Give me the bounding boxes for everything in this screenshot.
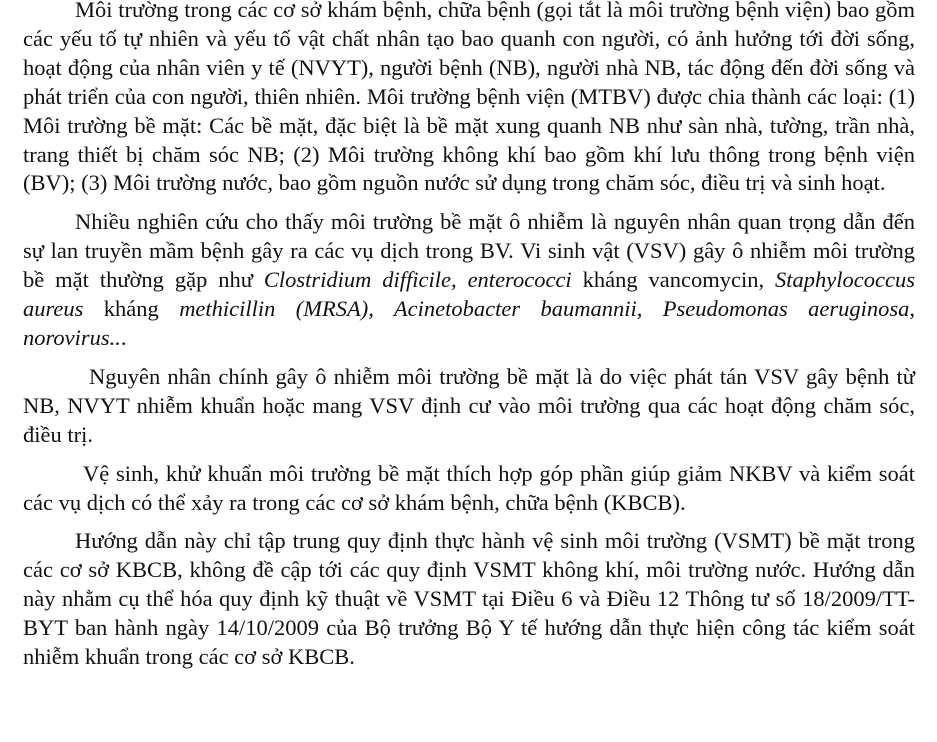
paragraph-guideline-scope: Hướng dẫn này chỉ tập trung quy định thực hành vệ sinh môi trường (VSMT) bề mặt trong các cơ sở KBCB, không đề cập tới các quy định VSMT không khí, môi trường nước. Hướng dẫn này nhằm cụ thể hóa quy định kỹ thuật về VSMT tại Điều 6 và Điều 12 Thông tư số 18/2009/TT-BYT ban hành ngày 14/10/2009 của Bộ trưởng Bộ Y tế hướng dẫn thực hiện công tác kiểm soát nhiễm khuẩn trong các cơ sở KBCB. — [23, 528, 915, 670]
p2-text-2: kháng vancomycin, — [571, 267, 776, 293]
p2-text-3: kháng — [83, 296, 180, 322]
paragraph-surface-contamination — [23, 208, 915, 353]
p2-text-1: Nhiều nghiên cứu cho thấy môi trường bề mặt ô nhiễm là nguyên nhân quan trọng dẫn đến sự lan truyền mầm bệnh gây ra các vụ dịch trong BV. Vi sinh vật (VSV) gây ô nhiễm môi trường bề mặt thường gặp như — [23, 209, 915, 293]
p2-italic-staphylococcus: Staphylococcus aureus — [23, 267, 915, 322]
paragraph-cleaning-disinfection: Vệ sinh, khử khuẩn môi trường bề mặt thích hợp góp phần giúp giảm NKBV và kiểm soát các vụ dịch có thể xảy ra trong các cơ sở khám bệnh, chữa bệnh (KBCB). — [23, 460, 915, 515]
paragraph-main-cause: Nguyên nhân chính gây ô nhiễm môi trường bề mặt là do việc phát tán VSV gây bệnh từ NB, NVYT nhiễm khuẩn hoặc mang VSV định cư vào môi trường qua các hoạt động chăm sóc, điều trị. — [23, 363, 915, 447]
p2-italic-clostridium: Clostridium difficile, enterococci — [263, 267, 572, 293]
paragraph-hospital-environment: Môi trường trong các cơ sở khám bệnh, chữa bệnh (gọi tắt là môi trường bệnh viện) bao gồm các yếu tố tự nhiên và yếu tố vật chất nhân tạo bao quanh con người, có ảnh hưởng tới đời sống, hoạt động của nhân viên y tế (NVYT), người bệnh (NB), người nhà NB, tác động đến đời sống và phát triển của con người, thiên nhiên. Môi trường bệnh viện (MTBV) được chia thành các loại: (1) Môi trường bề mặt: Các bề mặt, đặc biệt là bề mặt xung quanh NB như sàn nhà, tường, trần nhà, trang thiết bị chăm sóc NB; (2) Môi trường không khí bao gồm khí lưu thông trong bệnh viện (BV); (3) Môi trường nước, bao gồm nguồn nước sử dụng trong chăm sóc, điều trị và sinh hoạt. — [23, 0, 915, 196]
p2-text-4: . — [120, 324, 127, 350]
p2-italic-mrsa-list: methicillin (MRSA), Acinetobacter baumannii, Pseudomonas aeruginosa, norovirus.. — [23, 296, 915, 350]
